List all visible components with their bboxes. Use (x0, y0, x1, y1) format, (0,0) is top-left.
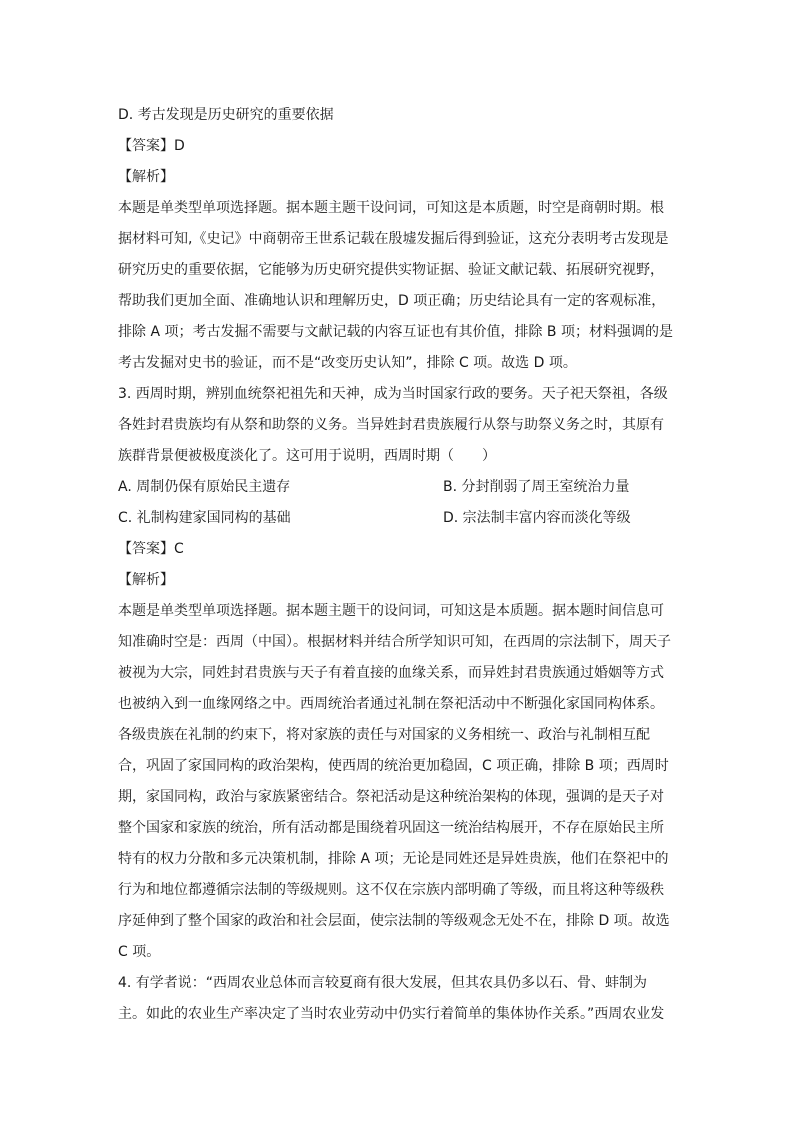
q3-analysis-line: 特有的权力分散和多元决策机制，排除 A 项；无论是同姓还是异姓贵族，他们在祭祀中的 (118, 851, 669, 867)
q4-stem-line: 主。如此的农业生产率决定了当时农业劳动中仍实行着简单的集体协作关系。”西周农业发 (118, 1006, 665, 1022)
q3-option-c: C. 礼制构建家国同构的基础 (118, 510, 291, 526)
q2-analysis-line: 帮助我们更加全面、准确地认识和理解历史，D 项正确；历史结论具有一定的客观标准， (118, 293, 666, 309)
q3-option-a: A. 周制仍保有原始民主遗存 (118, 479, 291, 495)
q3-analysis-label: 【解析】 (118, 572, 174, 588)
q2-analysis-line: 研究历史的重要依据，它能够为历史研究提供实物证据、验证文献记载、拓展研究视野， (118, 262, 664, 278)
q3-analysis-line: 行为和地位都遵循宗法制的等级规则。这不仅在宗族内部明确了等级，而且将这种等级秩 (118, 882, 664, 898)
q3-options-row-1 (118, 472, 678, 503)
q3-analysis-line: 整个国家和家族的统治，所有活动都是围绕着巩固这一统治结构展开，不存在原始民主所 (118, 820, 664, 836)
q3-stem-line: 各姓封君贵族均有从祭和助祭的义务。当异姓封君贵族履行从祭与助祭义务之时，其原有 (118, 417, 664, 433)
q3-analysis-line: 期，家国同构，政治与家族紧密结合。祭祀活动是这种统治架构的体现，强调的是天子对 (118, 789, 664, 805)
q3-analysis-line: 也被纳入到一血缘网络之中。西周统治者通过礼制在祭祀活动中不断强化家国同构体系。 (118, 696, 664, 712)
q2-option-d: D. 考古发现是历史研究的重要依据 (118, 107, 334, 123)
q2-analysis-line: 考古发掘对史书的验证，而不是“改变历史认知”，排除 C 项。故选 D 项。 (118, 355, 577, 371)
q4-stem-line: 4. 有学者说：“西周农业总体而言较夏商有很大发展，但其农具仍多以石、骨、蚌制为 (118, 975, 648, 991)
q3-analysis-line: 各级贵族在礼制的约束下，将对家族的责任与对国家的义务相统一、政治与礼制相互配 (118, 727, 650, 743)
q3-stem-line: 3. 西周时期，辨别血统祭祀祖先和天神，成为当时国家行政的要务。天子祀天祭祖，各级 (118, 386, 668, 402)
q2-analysis-line: 排除 A 项；考古发掘不需要与文献记载的内容互证也有其价值，排除 B 项；材料强调的是 (118, 324, 673, 340)
q3-analysis-line: 序延伸到了整个国家的政治和社会层面，使宗法制的等级观念无处不在，排除 D 项。故选 (118, 913, 670, 929)
q3-answer: 【答案】C (118, 541, 184, 557)
q3-analysis-line: 被视为大宗，同姓封君贵族与天子有着直接的血缘关系，而异姓封君贵族通过婚姻等方式 (118, 665, 664, 681)
q2-analysis-label: 【解析】 (118, 169, 174, 185)
q2-analysis-line: 本题是单类型单项选择题。据本题主题干设问词，可知这是本质题，时空是商朝时期。根 (118, 200, 664, 216)
q3-analysis-line: 本题是单类型单项选择题。据本题主题干的设问词，可知这是本质题。据本题时间信息可 (118, 603, 664, 619)
q3-options-row-2 (118, 503, 678, 534)
q3-option-b: B. 分封削弱了周王室统治力量 (443, 479, 630, 495)
q3-analysis-line: 合，巩固了家国同构的政治架构，使西周的统治更加稳固，C 项正确，排除 B 项；西周时 (118, 758, 669, 774)
q3-analysis-line: C 项。 (118, 944, 161, 960)
q2-answer: 【答案】D (118, 138, 185, 154)
q3-analysis-line: 知准确时空是：西周（中国）。根据材料并结合所学知识可知，在西周的宗法制下，周天子 (118, 634, 671, 650)
q3-option-d: D. 宗法制丰富内容而淡化等级 (443, 510, 631, 526)
q2-analysis-line: 据材料可知,《史记》中商朝帝王世系记载在殷墟发掘后得到验证，这充分表明考古发现是 (118, 231, 669, 247)
q3-stem-line: 族群背景便被极度淡化了。这可用于说明，西周时期（ ） (118, 448, 496, 464)
document-page (118, 100, 678, 1030)
